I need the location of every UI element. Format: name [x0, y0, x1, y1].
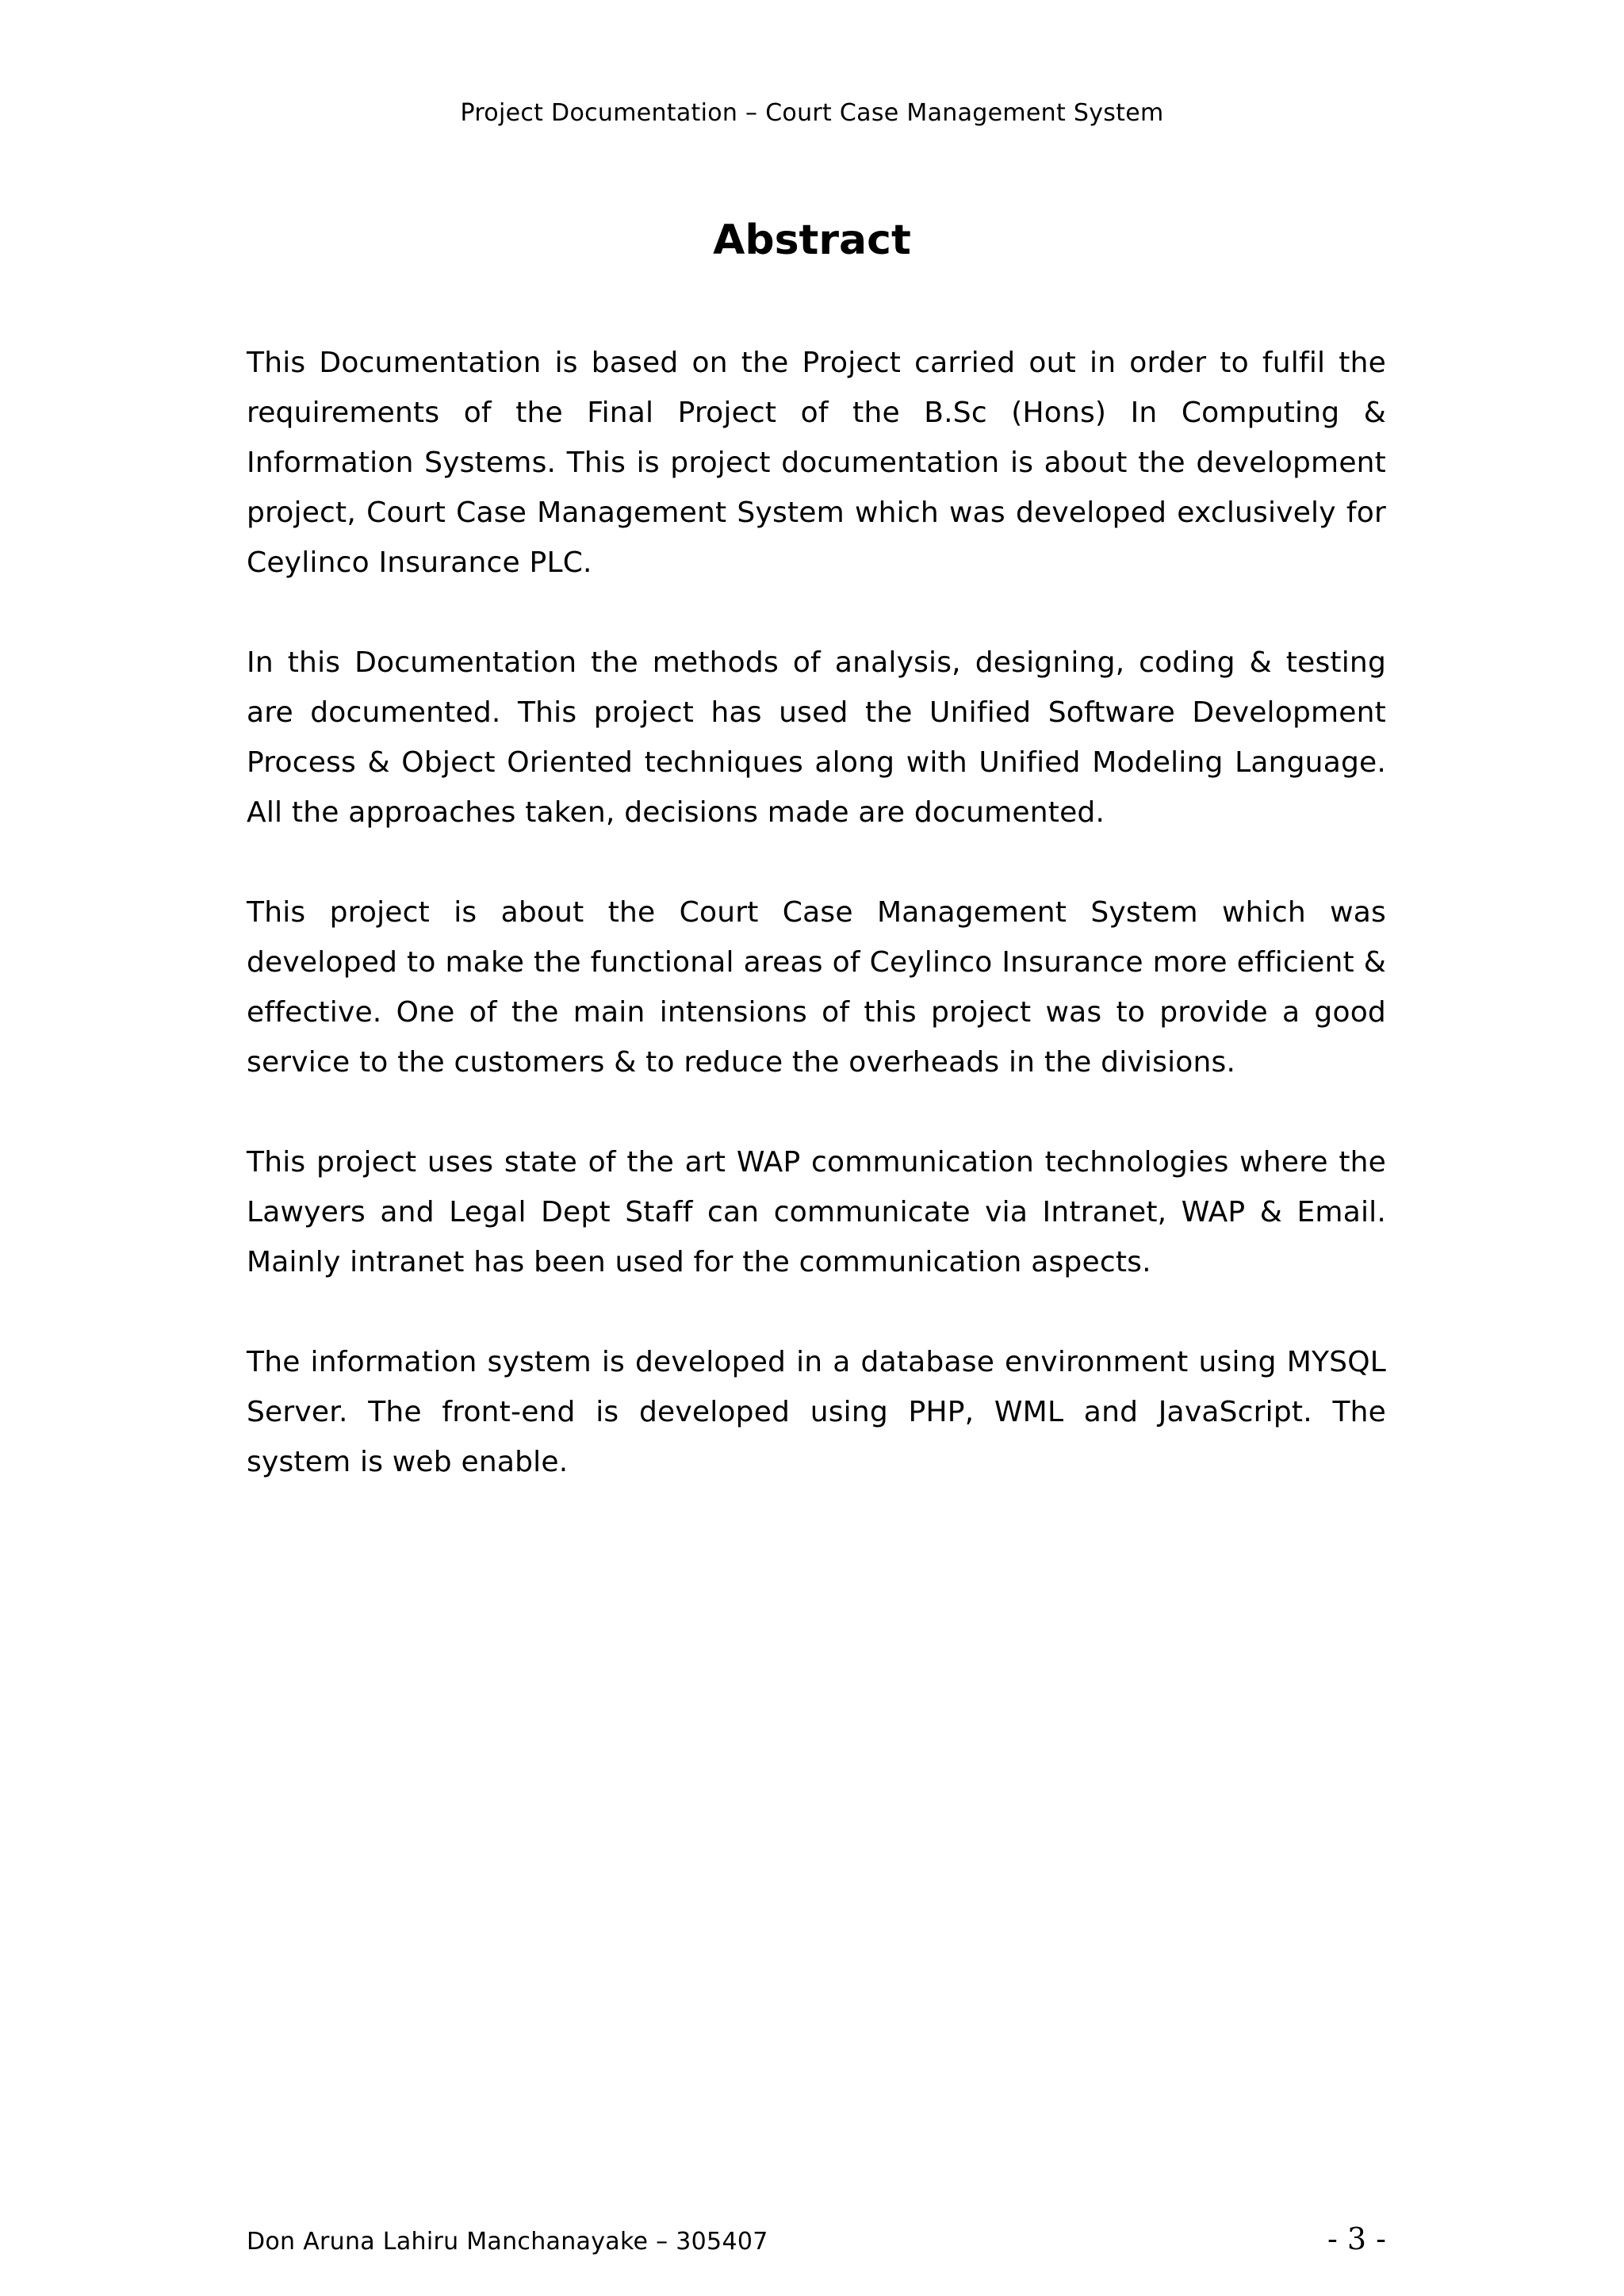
- running-header: Project Documentation – Court Case Management System: [460, 99, 1164, 127]
- page-title: Abstract: [713, 217, 911, 264]
- page-number: - 3 -: [1327, 2221, 1386, 2256]
- paragraph-1: This Documentation is based on the Project carried out in order to fulfil the requirements of the Final Project of the B.Sc (Hons) In Computing & Information Systems. This is project documentation is about the development project, Court Case Management System which was developed exclusively for Ceylinco Insurance PLC.: [247, 347, 1386, 579]
- footer-author: Don Aruna Lahiru Manchanayake – 305407: [247, 2228, 768, 2256]
- paragraph-2: In this Documentation the methods of analysis, designing, coding & testing are documented. This project has used the Unified Software Development Process & Object Oriented techniques along with Unified Modeling Language. All the approaches taken, decisions made are documented.: [247, 646, 1386, 829]
- abstract-body: [247, 338, 1386, 1537]
- paragraph-5: The information system is developed in a database environment using MYSQL Server. The front-end is developed using PHP, WML and JavaScript. The system is web enable.: [247, 1346, 1386, 1478]
- paragraph-3: This project is about the Court Case Management System which was developed to make the functional areas of Ceylinco Insurance more efficient & effective. One of the main intensions of this project was to provide a good service to the customers & to reduce the overheads in the divisions.: [247, 896, 1386, 1079]
- paragraph-4: This project uses state of the art WAP communication technologies where the Lawyers and Legal Dept Staff can communicate via Intranet, WAP & Email. Mainly intranet has been used for the communication aspects.: [247, 1146, 1386, 1278]
